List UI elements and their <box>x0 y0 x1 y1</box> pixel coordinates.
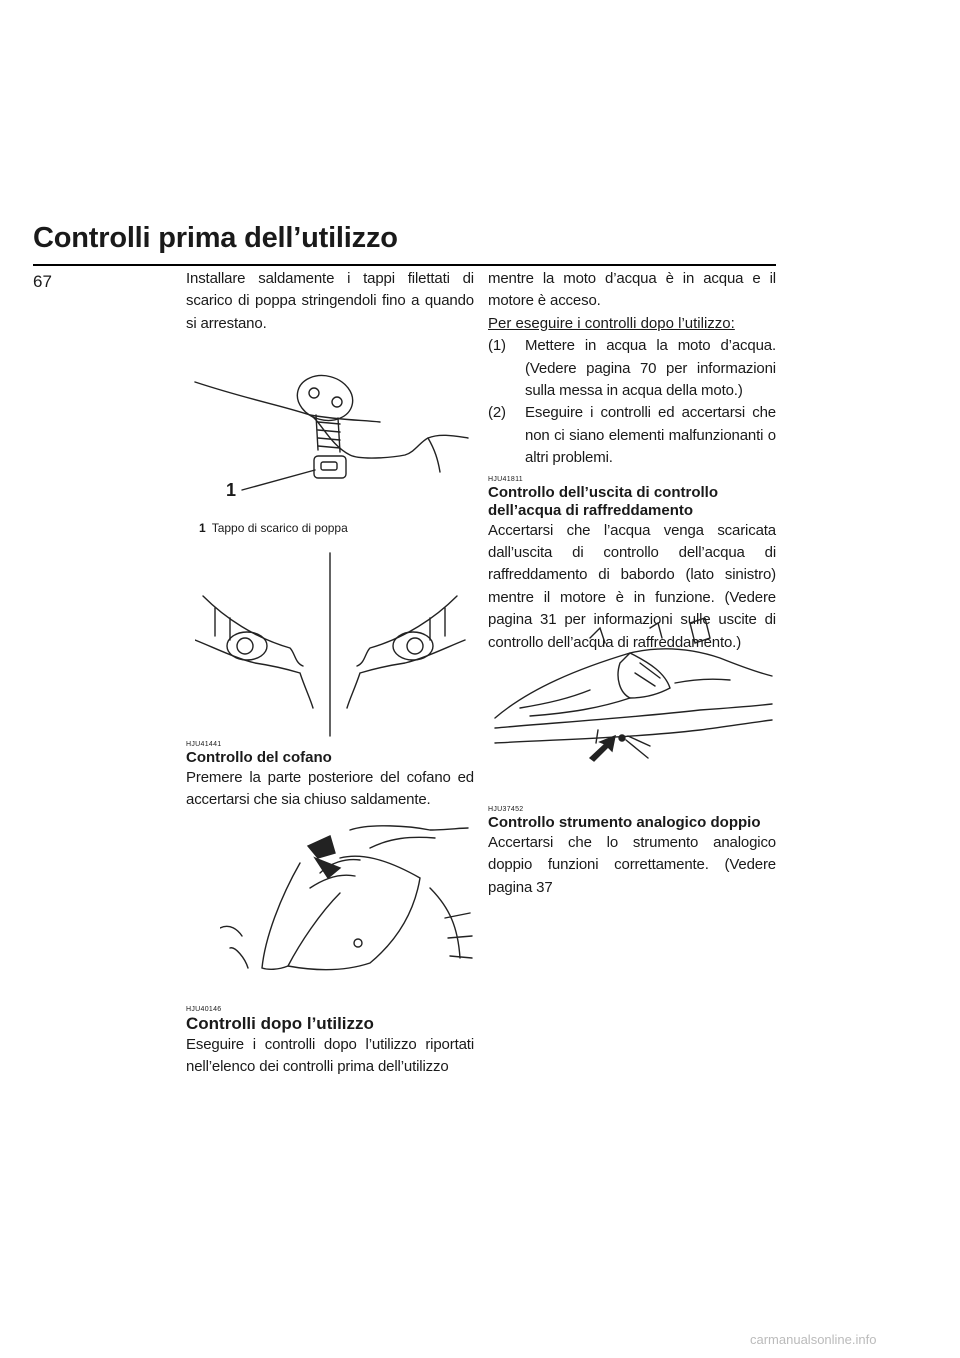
step-number: (1) <box>488 337 506 355</box>
hood-paragraph: Premere la parte posteriore del cofano ed accertarsi che sia chiuso saldamente. <box>186 769 474 809</box>
intro-paragraph: Installare saldamente i tappi filettati di scarico di poppa stringendoli fino a quando si arrestano. <box>186 270 474 332</box>
right-column <box>488 268 776 654</box>
meter-heading: Controllo strumento analogico doppio <box>488 814 761 831</box>
after-use-heading: Controlli dopo l’utilizzo <box>186 1014 374 1033</box>
watermark: carmanualsonline.info <box>750 1332 877 1347</box>
two-drain-plugs-figure <box>195 548 475 738</box>
cooling-heading: Controllo dell’uscita di controllo dell’acqua di raffreddamento <box>488 483 719 519</box>
after-use-section <box>186 1006 474 1079</box>
section-code: HJU41441 <box>186 741 222 748</box>
hood-heading: Controllo del cofano <box>186 749 332 766</box>
page-number: 67 <box>33 272 52 291</box>
step-text: Eseguire i controlli ed accertarsi che non ci siano elementi malfunzionanti o altri problemi. <box>525 404 776 467</box>
step-item <box>488 402 776 469</box>
meter-section <box>488 806 776 899</box>
section-code: HJU41811 <box>488 475 523 483</box>
step-text: Mettere in acqua la moto d’acqua. (Vedere pagina 70 per informazioni sulla messa in acqua della moto.) <box>525 337 776 400</box>
figure-callout-1: 1 <box>226 480 237 500</box>
meter-paragraph: Accertarsi che lo strumento analogico doppio funzioni correttamente. (Vedere pagina 37 <box>488 834 776 896</box>
after-use-paragraph: Eseguire i controlli dopo l’utilizzo riportati nell’elenco dei controlli prima dell’utilizzo <box>186 1036 474 1076</box>
cooling-outlet-figure <box>490 618 775 776</box>
steps-heading: Per eseguire i controlli dopo l’utilizzo: <box>488 314 735 332</box>
hood-section <box>186 741 474 812</box>
hood-figure <box>220 818 475 988</box>
title-rule <box>33 264 776 266</box>
section-code: HJU40146 <box>186 1006 222 1013</box>
page-title: Controlli prima dell’utilizzo <box>33 222 398 254</box>
cooling-paragraph: Accertarsi che l’acqua venga scaricata dall’uscita di controllo dell’acqua di raffreddamento di babordo (lato sinistro) mentre il motore è in funzione. (Vedere pagina 31 per informazioni sulle uscite di controllo dell’acqua di raffreddamento.) <box>488 521 776 651</box>
left-column <box>186 268 474 335</box>
caption-text: Tappo di scarico di poppa <box>211 521 348 535</box>
figure-caption <box>199 521 348 535</box>
step-item <box>488 335 776 402</box>
step-number: (2) <box>488 404 506 422</box>
continued-paragraph: mentre la moto d’acqua è in acqua e il motore è acceso. <box>488 270 776 310</box>
section-code: HJU37452 <box>488 806 524 813</box>
caption-number: 1 <box>199 521 206 535</box>
steps-list <box>488 335 776 469</box>
